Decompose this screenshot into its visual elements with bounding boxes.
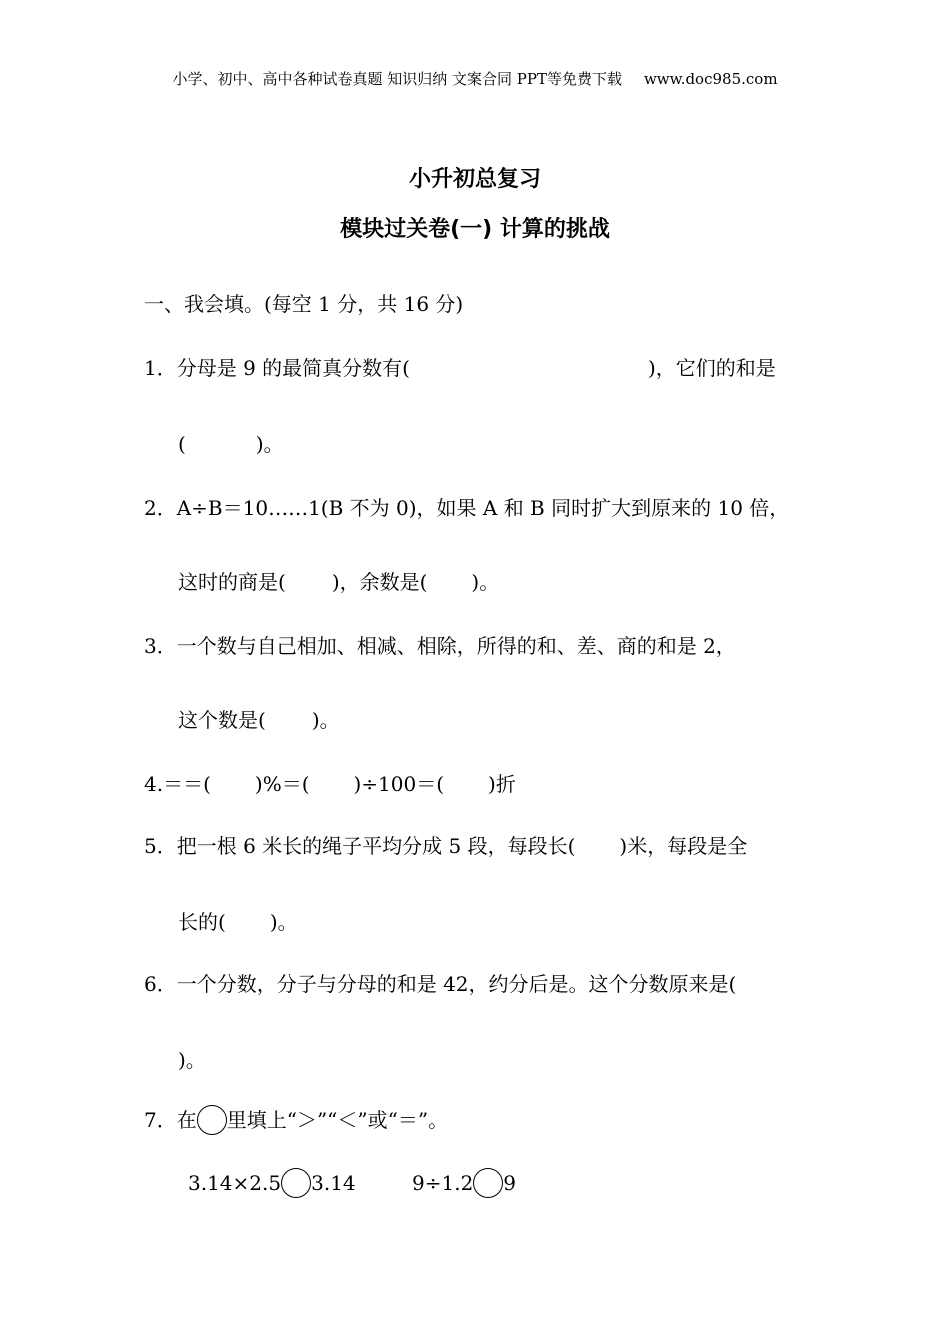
title-line-1: 小升初总复习 [408,167,541,192]
header-left-text: 小学、初中、高中各种试卷真题 知识归纳 文案合同 PPT等免费下载 [172,70,622,88]
question-4: 4.＝＝( )%＝( )÷100＝( )折 [144,772,516,796]
question-1-line-2: ( )。 [178,432,284,456]
question-1-line-1: 1．分母是 9 的最简真分数有( )，它们的和是 [144,356,776,380]
question-3-line-2: 这个数是( )。 [178,708,340,732]
answer-circle-2[interactable] [473,1168,503,1198]
question-7-expression-1: 3.14×2.5 3.14 [188,1168,356,1198]
question-2-line-1: 2．A÷B＝10……1(B 不为 0)，如果 A 和 B 同时扩大到原来的 10 倍， [144,496,790,520]
question-7-expression-2: 9÷1.2 9 [412,1168,516,1198]
section-heading: 一、我会填。(每空 1 分，共 16 分) [144,292,464,316]
question-3-line-1: 3．一个数与自己相加、相减、相除，所得的和、差、商的和是 2， [144,634,736,658]
page-header [0,68,950,89]
title-line-2: 模块过关卷(一) 计算的挑战 [340,217,610,242]
comparison-circle-icon [197,1105,227,1135]
question-7-line-1: 7．在 里填上“＞”“＜”或“＝”。 [144,1104,448,1135]
question-6-line-1: 6．一个分数，分子与分母的和是 42，约分后是。这个分数原来是( [144,972,737,996]
question-6-line-2: )。 [178,1048,206,1072]
answer-circle-1[interactable] [281,1168,311,1198]
question-2-line-2: 这时的商是( )，余数是( )。 [178,570,500,594]
header-url[interactable]: www.doc985.com [643,70,778,88]
question-5-line-1: 5．把一根 6 米长的绳子平均分成 5 段，每段长( )米，每段是全 [144,834,748,858]
question-5-line-2: 长的( )。 [178,910,298,934]
